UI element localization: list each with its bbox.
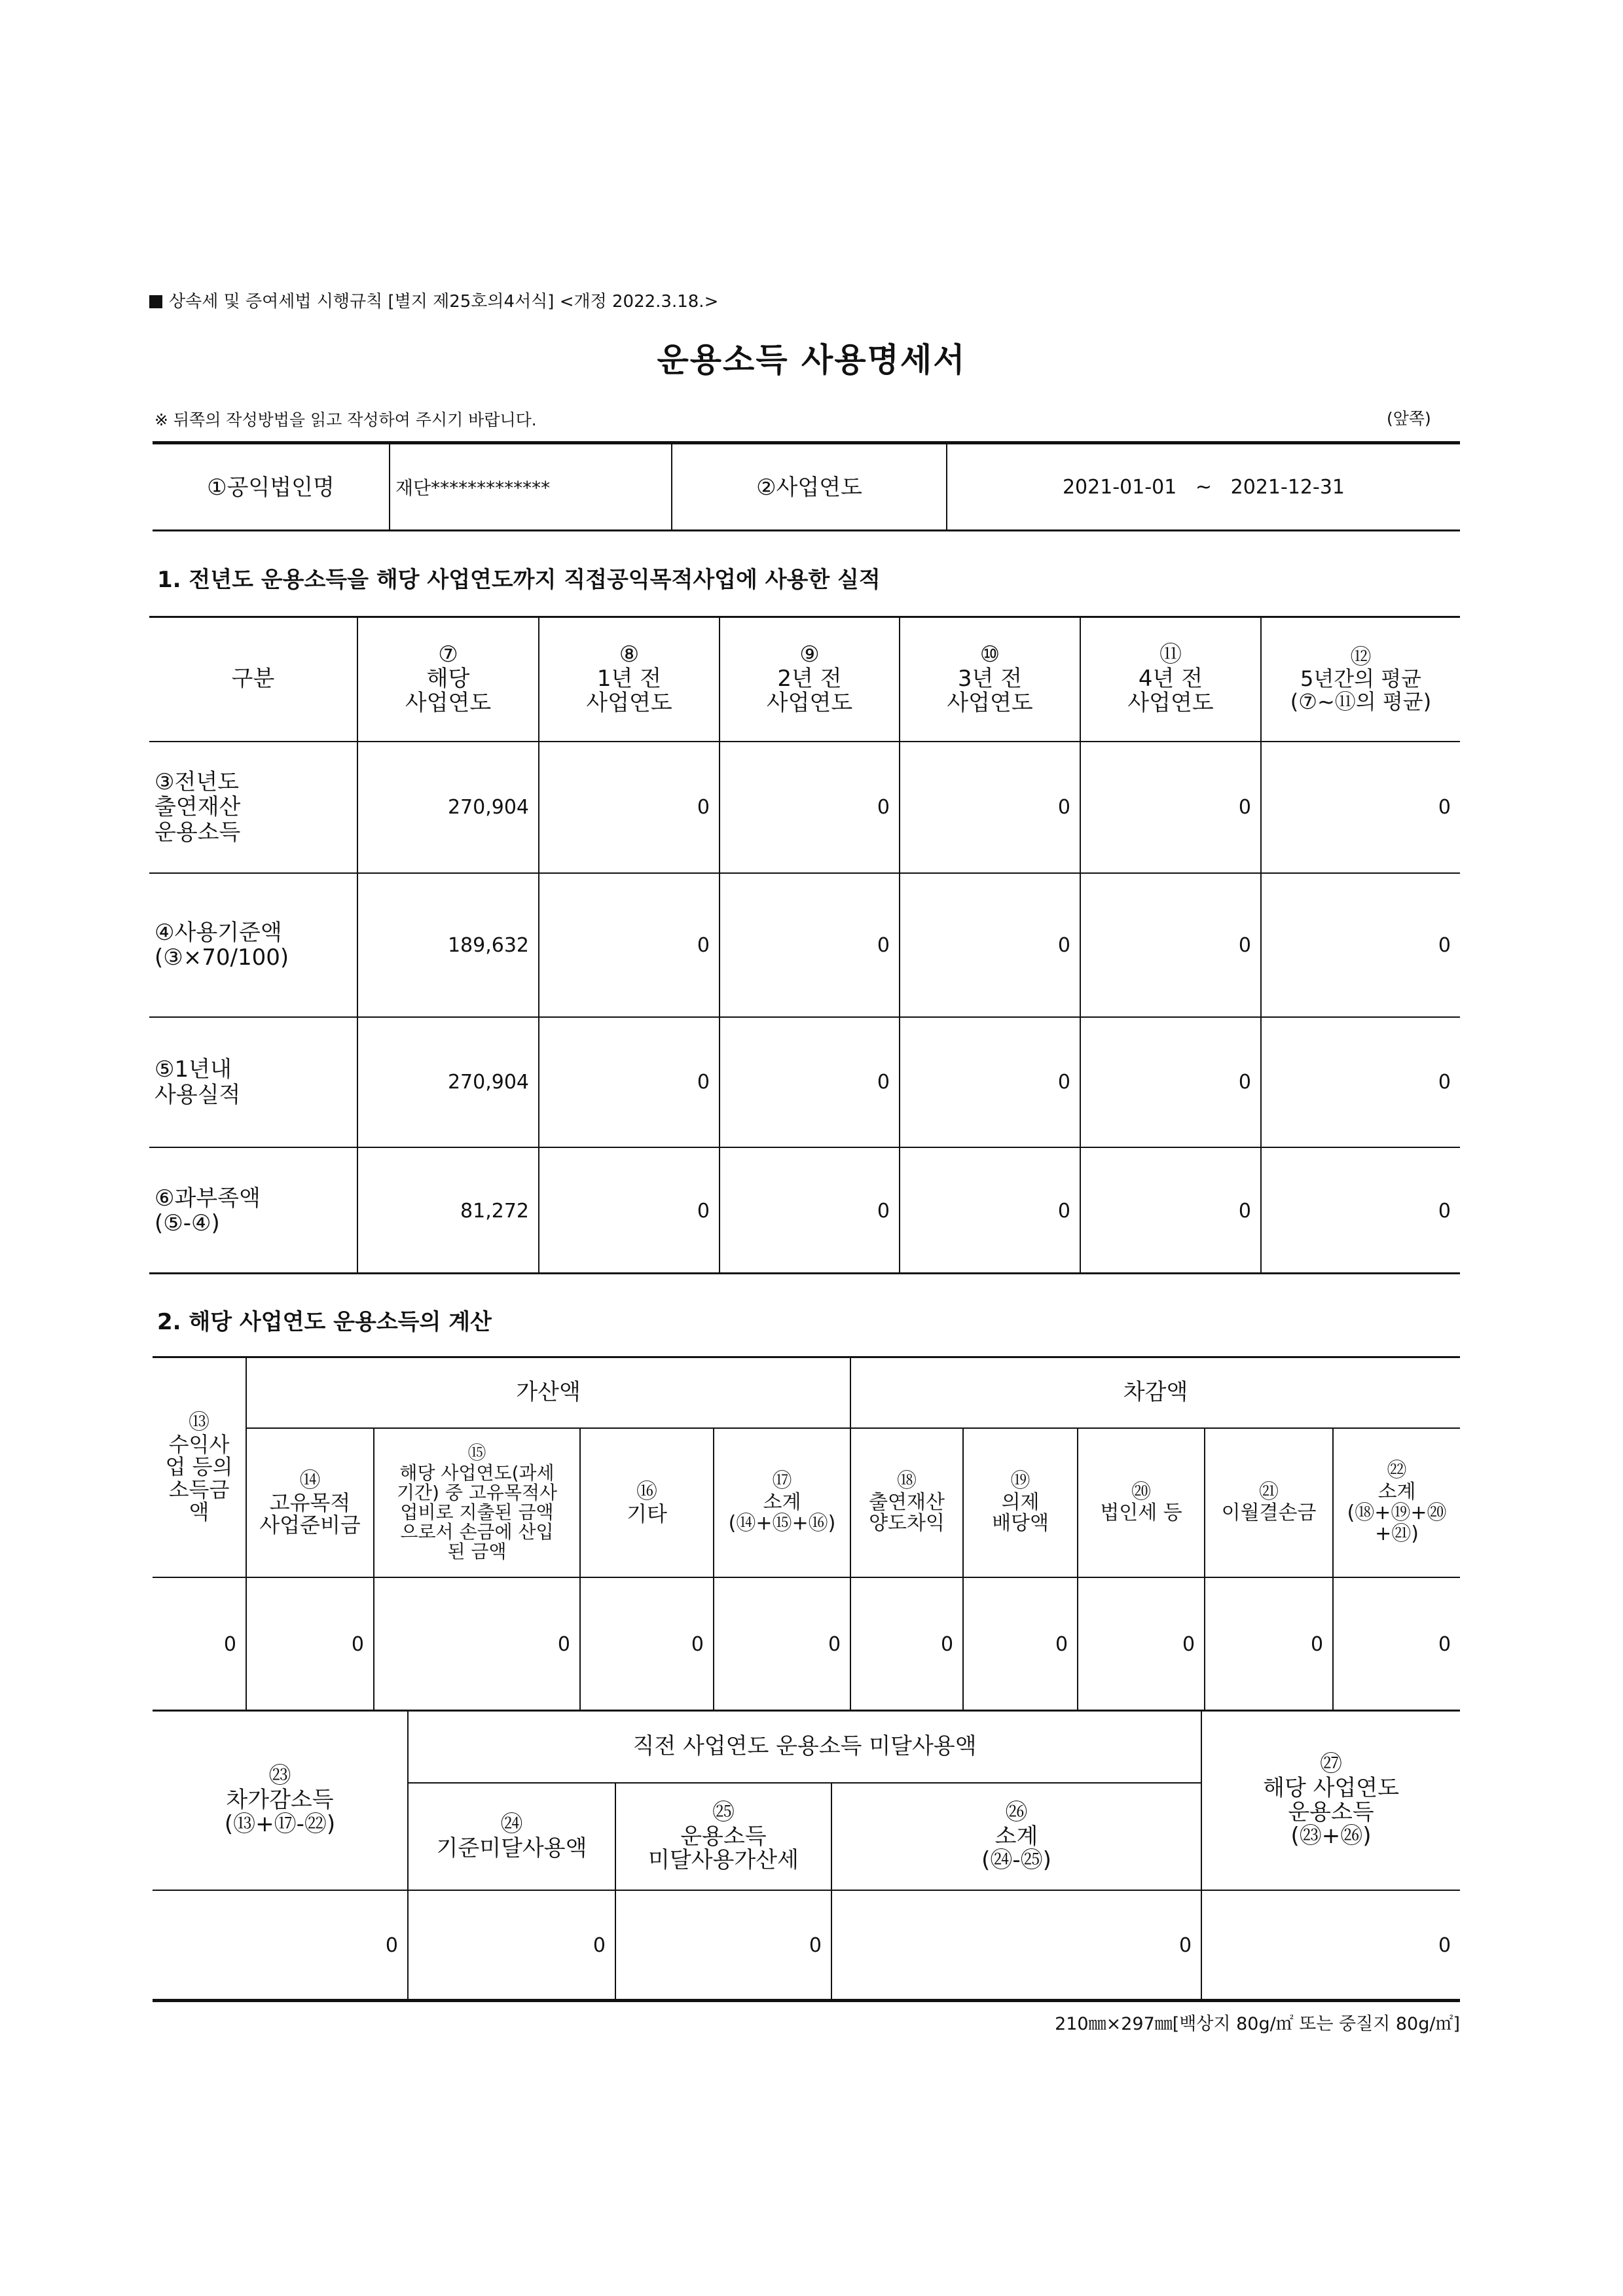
value-cell: 0 bbox=[1080, 742, 1261, 873]
paper-spec: 210㎜×297㎜[백상지 80g/㎡ 또는 중질지 80g/㎡] bbox=[1055, 2014, 1460, 2034]
value-cell: 0 bbox=[408, 1890, 615, 2000]
row-label-prior-income: ③전년도 출연재산 운용소득 bbox=[149, 742, 357, 873]
value-cell: 270,904 bbox=[357, 742, 539, 873]
value-cell: 0 bbox=[963, 1577, 1078, 1711]
additions-group-header: 가산액 bbox=[246, 1357, 850, 1428]
col16-header: ⑯ 기타 bbox=[580, 1428, 714, 1577]
page-side-label: (앞쪽) bbox=[1387, 409, 1431, 428]
col17-header: ⑰ 소계 (⑭+⑮+⑯) bbox=[714, 1428, 850, 1577]
value-cell: 0 bbox=[615, 1890, 831, 2000]
value-cell: 0 bbox=[153, 1890, 408, 2000]
value-cell: 0 bbox=[1080, 873, 1261, 1017]
value-cell: 0 bbox=[900, 742, 1080, 873]
table-row bbox=[149, 1017, 1460, 1147]
instruction-note: ※ 뒤쪽의 작성방법을 읽고 작성하여 주시기 바랍니다. bbox=[155, 410, 537, 429]
square-bullet-icon bbox=[149, 295, 162, 308]
col19-header: ⑲ 의제 배당액 bbox=[963, 1428, 1078, 1577]
value-cell: 0 bbox=[720, 873, 900, 1017]
value-cell: 0 bbox=[900, 1147, 1080, 1274]
col14-header: ⑭ 고유목적 사업준비금 bbox=[246, 1428, 374, 1577]
section1-title: 1. 전년도 운용소득을 해당 사업연도까지 직접공익목적사업에 사용한 실적 bbox=[157, 567, 881, 593]
value-cell: 0 bbox=[153, 1577, 246, 1711]
corp-name-label: ①공익법인명 bbox=[153, 444, 390, 531]
col22-header: ㉒ 소계 (⑱+⑲+⑳ +㉑) bbox=[1333, 1428, 1460, 1577]
business-year-value: 2021-01-01 ~ 2021-12-31 bbox=[947, 444, 1460, 531]
s1-header-1yr-prior: ⑧ 1년 전 사업연도 bbox=[539, 617, 720, 742]
value-cell: 0 bbox=[1201, 1890, 1460, 2000]
page-title: 운용소득 사용명세서 bbox=[657, 341, 966, 379]
value-cell: 0 bbox=[1080, 1017, 1261, 1147]
corp-name-value: 재단************* bbox=[390, 444, 672, 531]
s1-bottom-rule bbox=[149, 1272, 1460, 1274]
col18-header: ⑱ 출연재산 양도차익 bbox=[850, 1428, 963, 1577]
row-label-usage-standard: ④사용기준액 (③×70/100) bbox=[149, 873, 357, 1017]
s1-header-current-year: ⑦ 해당 사업연도 bbox=[357, 617, 539, 742]
table-row bbox=[149, 742, 1460, 873]
row-label-surplus-shortfall: ⑥과부족액 (⑤-④) bbox=[149, 1147, 357, 1274]
value-cell: 270,904 bbox=[357, 1017, 539, 1147]
value-cell: 0 bbox=[720, 1147, 900, 1274]
table-row bbox=[149, 873, 1460, 1017]
value-cell: 0 bbox=[374, 1577, 580, 1711]
bottom-rule bbox=[153, 1999, 1460, 2002]
s2a-top-rule bbox=[153, 1356, 1460, 1358]
table-row bbox=[153, 1890, 1460, 2000]
s1-header-4yr-prior: ⑪ 4년 전 사업연도 bbox=[1080, 617, 1261, 742]
s1-header-category: 구분 bbox=[149, 617, 357, 742]
value-cell: 0 bbox=[539, 742, 720, 873]
value-cell: 81,272 bbox=[357, 1147, 539, 1274]
value-cell: 0 bbox=[539, 873, 720, 1017]
value-cell: 0 bbox=[246, 1577, 374, 1711]
value-cell: 0 bbox=[831, 1890, 1201, 2000]
col15-header: ⑮ 해당 사업연도(과세 기간) 중 고유목적사 업비로 지출된 금액 으로서 손금에 산입 된 금액 bbox=[374, 1428, 580, 1577]
law-reference bbox=[149, 288, 718, 312]
section2-title: 2. 해당 사업연도 운용소득의 계산 bbox=[157, 1309, 492, 1335]
info-bottom-rule bbox=[153, 529, 1460, 531]
value-cell: 0 bbox=[1205, 1577, 1333, 1711]
value-cell: 0 bbox=[714, 1577, 850, 1711]
col13-header: ⑬ 수익사 업 등의 소득금 액 bbox=[153, 1357, 246, 1577]
value-cell: 0 bbox=[850, 1577, 963, 1711]
deductions-group-header: 차감액 bbox=[850, 1357, 1460, 1428]
value-cell: 0 bbox=[1261, 1017, 1460, 1147]
col26-header: ㉖ 소계 (㉔-㉕) bbox=[831, 1783, 1201, 1890]
value-cell: 0 bbox=[580, 1577, 714, 1711]
section1-table bbox=[149, 617, 1460, 1274]
value-cell: 0 bbox=[1261, 742, 1460, 873]
value-cell: 0 bbox=[720, 1017, 900, 1147]
s1-header-2yr-prior: ⑨ 2년 전 사업연도 bbox=[720, 617, 900, 742]
value-cell: 0 bbox=[539, 1017, 720, 1147]
info-table bbox=[153, 444, 1460, 531]
section2-table-b bbox=[153, 1711, 1460, 2000]
s2b-top-rule bbox=[153, 1710, 1460, 1712]
row-label-1yr-usage: ⑤1년내 사용실적 bbox=[149, 1017, 357, 1147]
business-year-label: ②사업연도 bbox=[672, 444, 947, 531]
col20-header: ⑳ 법인세 등 bbox=[1078, 1428, 1205, 1577]
value-cell: 0 bbox=[1261, 873, 1460, 1017]
value-cell: 0 bbox=[900, 873, 1080, 1017]
value-cell: 0 bbox=[1080, 1147, 1261, 1274]
col24-header: ㉔ 기준미달사용액 bbox=[408, 1783, 615, 1890]
col23-header: ㉓ 차가감소득 (⑬+⑰-㉒) bbox=[153, 1711, 408, 1890]
col25-header: ㉕ 운용소득 미달사용가산세 bbox=[615, 1783, 831, 1890]
value-cell: 0 bbox=[539, 1147, 720, 1274]
col21-header: ㉑ 이월결손금 bbox=[1205, 1428, 1333, 1577]
table-row bbox=[149, 1147, 1460, 1274]
value-cell: 0 bbox=[1261, 1147, 1460, 1274]
law-reference-text: 상속세 및 증여세법 시행규칙 [별지 제25호의4서식] <개정 2022.3.18.> bbox=[169, 292, 719, 312]
col27-header: ㉗ 해당 사업연도 운용소득 (㉓+㉖) bbox=[1201, 1711, 1460, 1890]
unused-group-header: 직전 사업연도 운용소득 미달사용액 bbox=[408, 1711, 1201, 1783]
value-cell: 0 bbox=[1333, 1577, 1460, 1711]
value-cell: 0 bbox=[1078, 1577, 1205, 1711]
table-row bbox=[153, 1577, 1460, 1711]
value-cell: 0 bbox=[900, 1017, 1080, 1147]
s1-top-rule bbox=[149, 616, 1460, 618]
value-cell: 189,632 bbox=[357, 873, 539, 1017]
s1-header-5yr-average: ⑫ 5년간의 평균 (⑦~⑪의 평균) bbox=[1261, 617, 1460, 742]
s1-header-3yr-prior: ⑩ 3년 전 사업연도 bbox=[900, 617, 1080, 742]
section2-table-a bbox=[153, 1357, 1460, 1711]
value-cell: 0 bbox=[720, 742, 900, 873]
